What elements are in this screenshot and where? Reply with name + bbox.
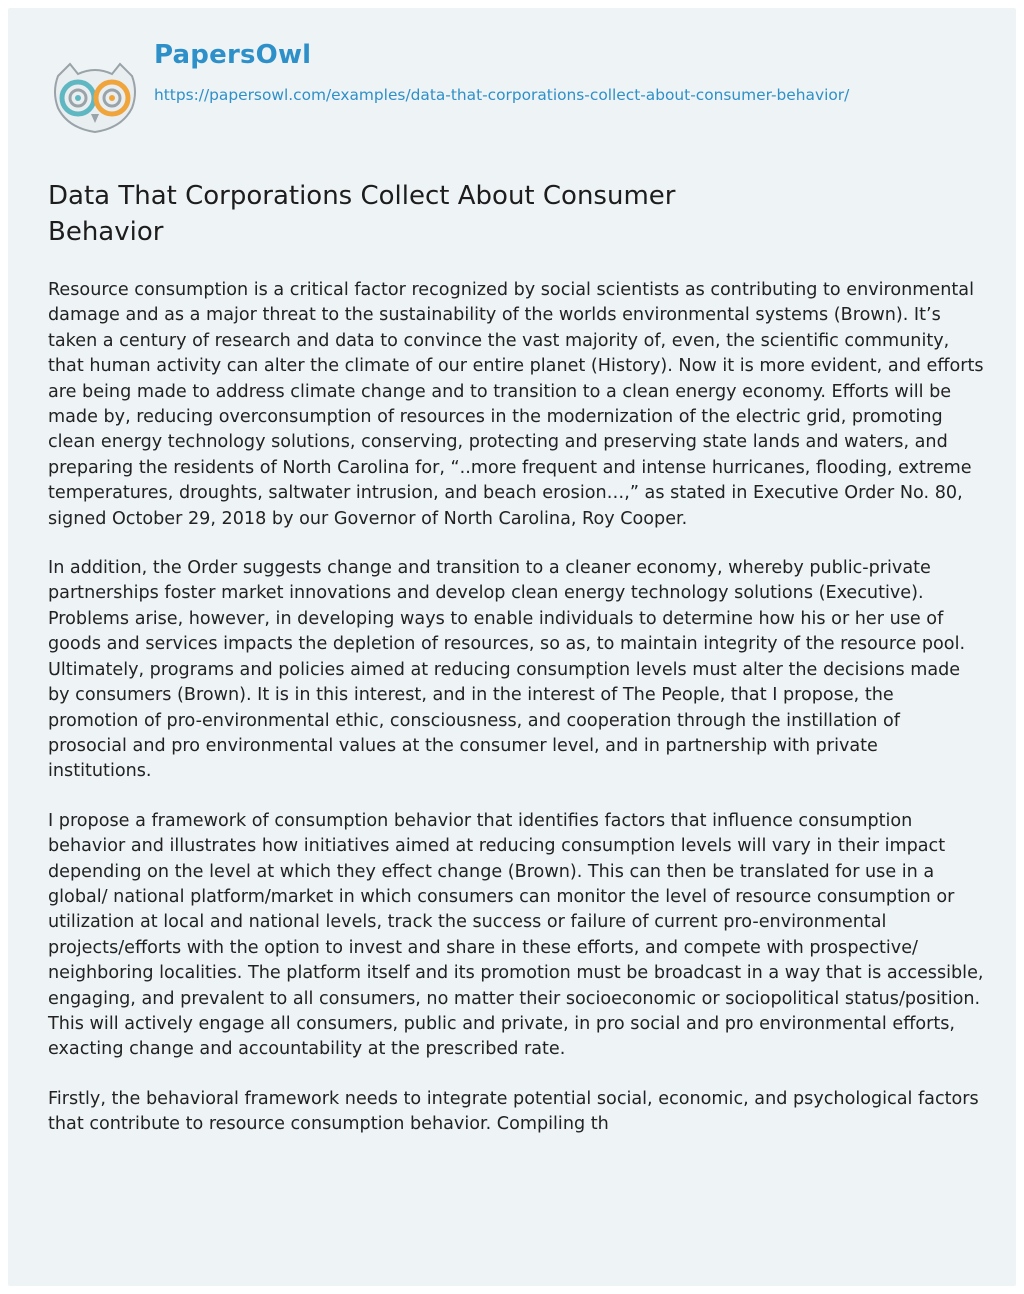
paragraph: Resource consumption is a critical factor recognized by social scientists as contributing to environmental damage and as a major threat to the sustainability of the worlds environmental systems (Brown). It’s taken a century of research and data to convince the vast majority of, even, the scientific community, that human activity can alter the climate of our entire planet (History). Now it is more evident, and efforts are being made to address climate change and to transition to a clean energy economy. Efforts will be made by, reducing overconsumption of resources in the modernization of the electric grid, promoting clean energy technology solutions, conserving, protecting and preserving state lands and waters, and preparing the residents of North Carolina for, “..more frequent and intense hurricanes, flooding, extreme temperatures, droughts, saltwater intrusion, and beach erosion…,” as stated in Executive Order No. 80, signed October 29, 2018 by our Governor of North Carolina, Roy Cooper. bbox=[48, 280, 984, 529]
site-header bbox=[48, 36, 988, 146]
document-card bbox=[8, 8, 1016, 1286]
paragraph: I propose a framework of consumption behavior that identifies factors that influence consumption behavior and illustrates how initiatives aimed at reducing consumption levels will vary in their impact depending on the level at which they effect change (Brown). This can then be translated for use in a global/ national platform/market in which consumers can monitor the level of resource consumption or utilization at local and national levels, track the success or failure of current pro-environmental projects/efforts with the option to invest and share in these efforts, and compete with prospective/ neighboring localities. The platform itself and its promotion must be broadcast in a way that is accessible, engaging, and prevalent to all consumers, no matter their socioeconomic or sociopolitical status/position. This will actively engage all consumers, public and private, in pro social and pro environmental efforts, exacting change and accountability at the prescribed rate. bbox=[48, 810, 984, 1060]
paragraph: Firstly, the behavioral framework needs to integrate potential social, economic, and psychological factors that contribute to resource consumption behavior. Compiling th bbox=[48, 1088, 979, 1135]
owl-logo-icon bbox=[48, 62, 142, 134]
document-body bbox=[48, 278, 984, 1162]
brand-name: PapersOwl bbox=[154, 40, 312, 70]
source-url-link[interactable]: https://papersowl.com/examples/data-that-corporations-collect-about-consumer-behavior/ bbox=[154, 86, 850, 104]
paragraph: In addition, the Order suggests change and transition to a cleaner economy, whereby public-private partnerships foster market innovations and develop clean energy technology solutions (Executive). Problems arise, however, in developing ways to enable individuals to determine how his or her use of goods and services impacts the depletion of resources, so as, to maintain integrity of the resource pool. Ultimately, programs and policies aimed at reducing consumption levels must alter the decisions made by consumers (Brown). It is in this interest, and in the interest of The People, that I propose, the promotion of pro-environmental ethic, consciousness, and cooperation through the instillation of prosocial and pro environmental values at the consumer level, and in partnership with private institutions. bbox=[48, 558, 966, 782]
page-title: Data That Corporations Collect About Consumer Behavior bbox=[48, 181, 676, 247]
